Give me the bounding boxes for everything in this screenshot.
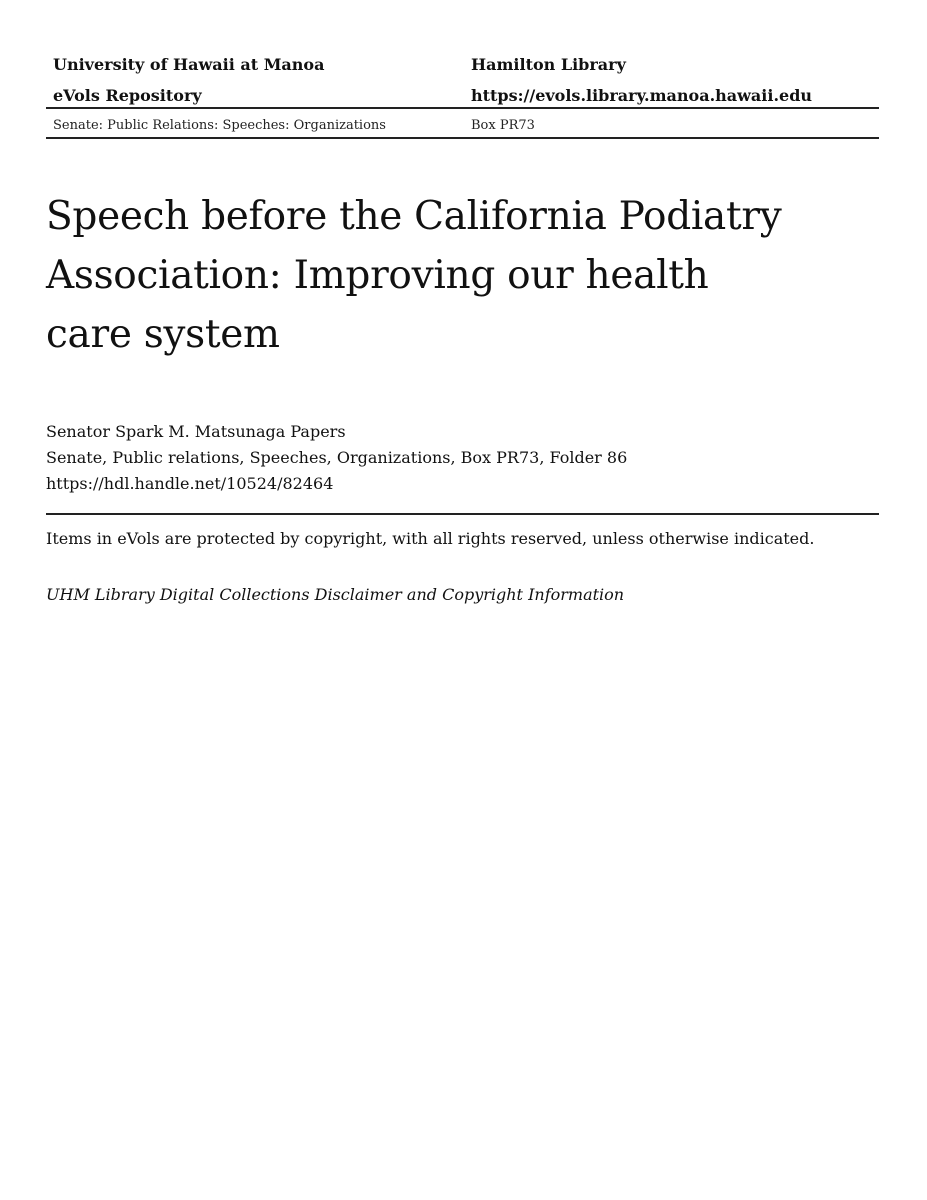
document-title: Speech before the California Podiatry Association: Improving our health care system xyxy=(46,194,782,357)
institution-name: University of Hawaii at Manoa xyxy=(53,55,325,74)
folder-location: Senate, Public relations, Speeches, Organizations, Box PR73, Folder 86 xyxy=(46,448,628,467)
series-path: Senate: Public Relations: Speeches: Organizations xyxy=(53,118,386,133)
header-subrow xyxy=(46,116,879,136)
library-name: Hamilton Library xyxy=(471,55,626,74)
disclaimer-link[interactable]: UHM Library Digital Collections Disclaimer and Copyright Information xyxy=(46,585,625,604)
repository-name: eVols Repository xyxy=(53,86,202,105)
header-rule-bottom xyxy=(46,137,879,139)
box-label: Box PR73 xyxy=(471,118,535,133)
collection-name: Senator Spark M. Matsunaga Papers xyxy=(46,422,346,441)
header-row-2 xyxy=(46,83,879,114)
header-rule-top xyxy=(46,107,879,109)
handle-link[interactable]: https://hdl.handle.net/10524/82464 xyxy=(46,474,334,493)
repository-url[interactable]: https://evols.library.manoa.hawaii.edu xyxy=(471,86,813,105)
copyright-notice: Items in eVols are protected by copyright, with all rights reserved, unless otherwise indicated. xyxy=(46,529,815,548)
header-row-1 xyxy=(46,52,879,83)
metadata-rule xyxy=(46,513,879,515)
document-metadata xyxy=(46,419,879,497)
header-table xyxy=(46,52,879,114)
